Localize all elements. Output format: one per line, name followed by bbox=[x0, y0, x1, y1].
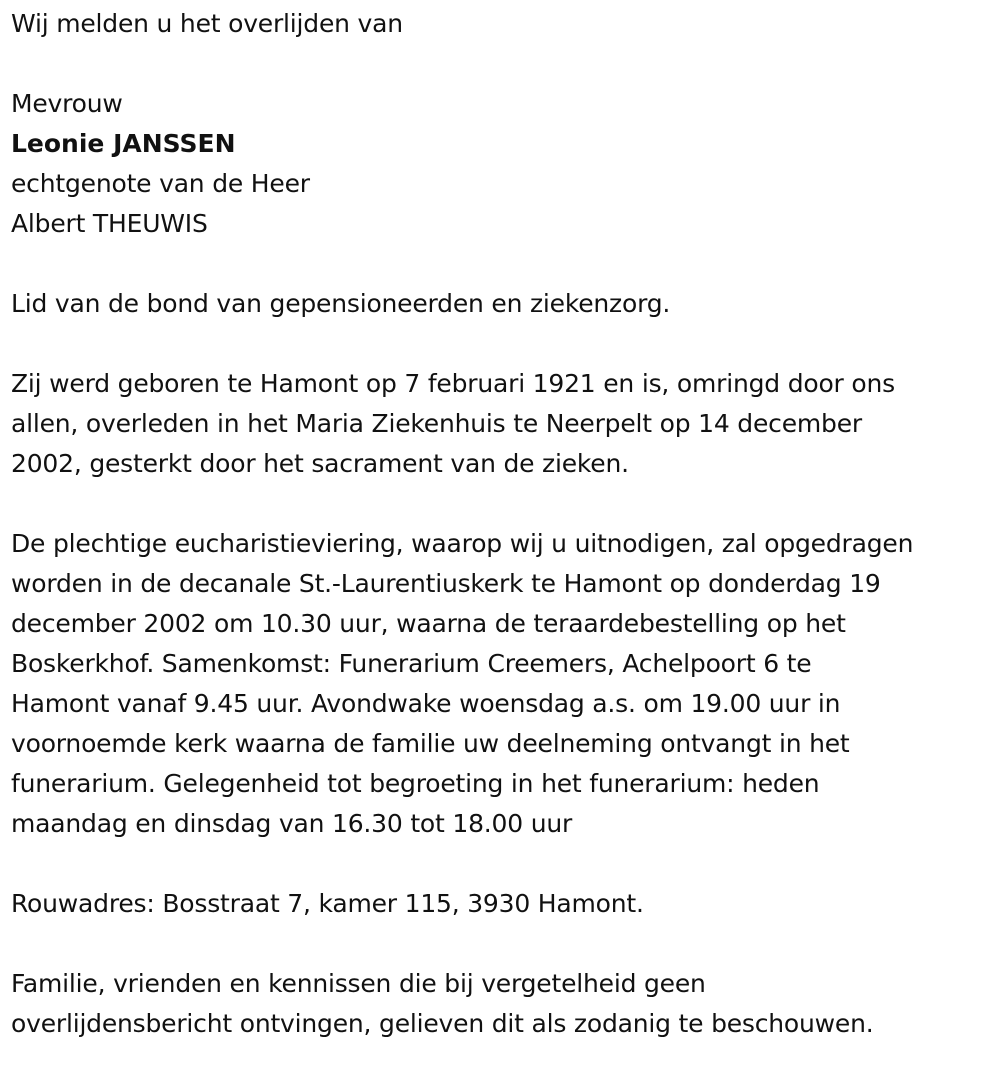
spacer bbox=[11, 44, 996, 84]
spouse-name: Albert THEUWIS bbox=[11, 209, 208, 238]
membership-line: Lid van de bond van gepensioneerden en ziekenzorg. bbox=[11, 289, 671, 318]
paragraph-line: allen, overleden in het Maria Ziekenhuis te Neerpelt op 14 december bbox=[11, 409, 862, 438]
paragraph-line: De plechtige eucharistieviering, waarop wij u uitnodigen, zal opgedragen bbox=[11, 529, 914, 558]
deceased-name: Leonie JANSSEN bbox=[11, 129, 236, 158]
paragraph-line: funerarium. Gelegenheid tot begroeting in het funerarium: heden bbox=[11, 769, 820, 798]
birth-death-paragraph bbox=[11, 364, 996, 484]
paragraph-line: overlijdensbericht ontvingen, gelieven dit als zodanig te beschouwen. bbox=[11, 1009, 874, 1038]
spouse-intro: echtgenote van de Heer bbox=[11, 169, 310, 198]
intro-line: Wij melden u het overlijden van bbox=[11, 9, 403, 38]
paragraph-line: december 2002 om 10.30 uur, waarna de teraardebestelling op het bbox=[11, 609, 846, 638]
spacer bbox=[11, 484, 996, 524]
mourning-address: Rouwadres: Bosstraat 7, kamer 115, 3930 Hamont. bbox=[11, 889, 644, 918]
paragraph-line: Hamont vanaf 9.45 uur. Avondwake woensdag a.s. om 19.00 uur in bbox=[11, 689, 841, 718]
paragraph-line: Boskerkhof. Samenkomst: Funerarium Creemers, Achelpoort 6 te bbox=[11, 649, 812, 678]
paragraph-line: Familie, vrienden en kennissen die bij vergetelheid geen bbox=[11, 969, 706, 998]
obituary-notice bbox=[11, 4, 996, 1044]
paragraph-line: maandag en dinsdag van 16.30 tot 18.00 uur bbox=[11, 809, 573, 838]
salutation: Mevrouw bbox=[11, 89, 123, 118]
spacer bbox=[11, 244, 996, 284]
spacer bbox=[11, 324, 996, 364]
spacer bbox=[11, 924, 996, 964]
paragraph-line: voornoemde kerk waarna de familie uw deelneming ontvangt in het bbox=[11, 729, 850, 758]
funeral-paragraph bbox=[11, 524, 996, 844]
paragraph-line: worden in de decanale St.-Laurentiuskerk te Hamont op donderdag 19 bbox=[11, 569, 881, 598]
paragraph-line: Zij werd geboren te Hamont op 7 februari 1921 en is, omringd door ons bbox=[11, 369, 895, 398]
spacer bbox=[11, 844, 996, 884]
closing-paragraph bbox=[11, 964, 996, 1044]
paragraph-line: 2002, gesterkt door het sacrament van de zieken. bbox=[11, 449, 629, 478]
